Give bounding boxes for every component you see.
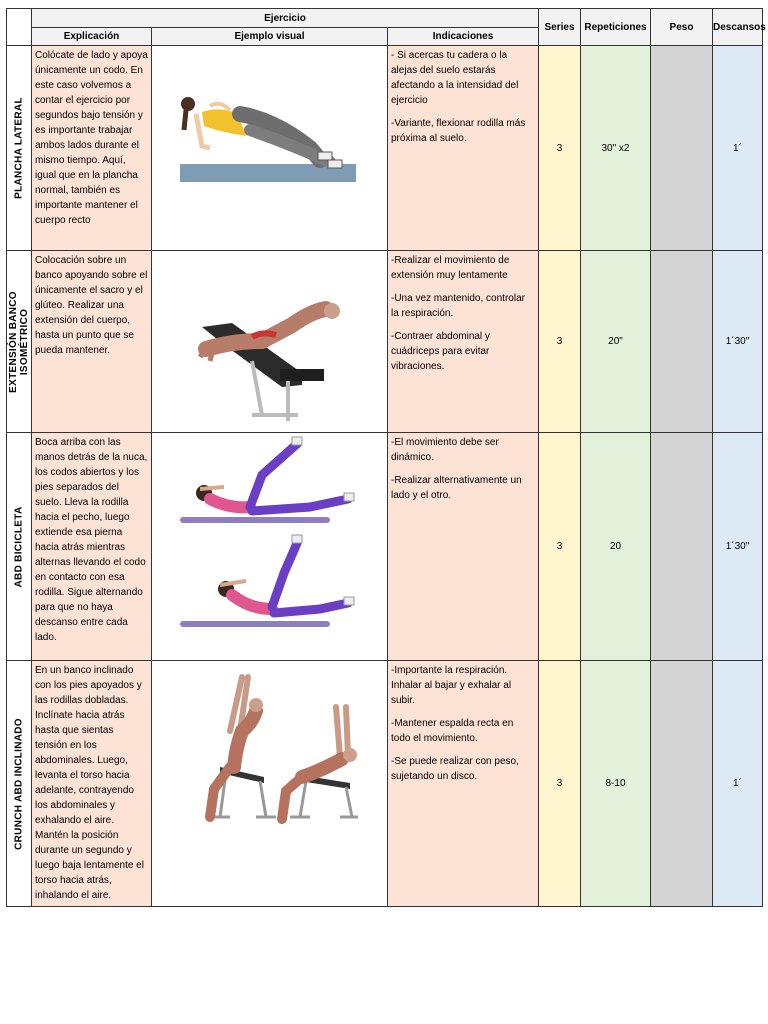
row-indicaciones	[388, 251, 539, 433]
indicacion: -Mantener espalda recta en todo el movimiento.	[391, 718, 514, 744]
header-ejercicio: Ejercicio	[32, 9, 539, 28]
row-explicacion: En un banco inclinado con los pies apoyados y las rodillas dobladas. Inclínate hacia atrás hasta que sientas tensión en los abdominales. Luego, levanta el torso hacia adelante, contrayendo los abdominales y exhalando el aire. Mantén la posición durante un segundo y luego baja lentamente el torso hacia atrás, inhalando el aire.	[32, 661, 152, 907]
header-series: Series	[539, 9, 581, 46]
row-name: EXTENSIÓN BANCO ISOMÉTRICO	[8, 290, 30, 393]
exercise-table	[6, 8, 766, 907]
row-repeticiones: 20"	[581, 251, 651, 433]
row-name: ABD BICICLETA	[13, 506, 25, 587]
indicacion: -Contraer abdominal y cuádriceps para evitar vibraciones.	[391, 331, 490, 372]
incline-crunch-figure-icon	[190, 667, 360, 857]
row-series: 3	[539, 661, 581, 907]
row-descansos: 1´	[713, 46, 763, 251]
indicacion: -Realizar el movimiento de extensión muy lentamente	[391, 255, 510, 281]
row-indicaciones	[388, 46, 539, 251]
row-visual	[152, 433, 388, 661]
bench-extension-figure-icon	[192, 297, 342, 427]
row-explicacion: Boca arriba con las manos detrás de la nuca, los codos abiertos y los pies separados del suelo. Lleva la rodilla hacia el pecho, luego extiende esa pierna hacia atrás mientras alternas llevando el codo en contacto con esa rodilla. Sigue alternando para que no haya descanso entre cada lado.	[32, 433, 152, 661]
row-name: PLANCHA LATERAL	[13, 97, 25, 199]
indicacion: - Si acercas tu cadera o la alejas del suelo estarás afectando a la intensidad del ejercicio	[391, 50, 519, 106]
header-repeticiones: Repeticiones	[581, 9, 651, 46]
row-repeticiones: 30" x2	[581, 46, 651, 251]
row-descansos: 1´	[713, 661, 763, 907]
row-label	[7, 251, 32, 433]
indicacion: -El movimiento debe ser dinámico.	[391, 437, 499, 463]
header-ejemplo-visual: Ejemplo visual	[152, 28, 388, 46]
header-indicaciones: Indicaciones	[388, 28, 539, 46]
header-explicacion: Explicación	[32, 28, 152, 46]
header-peso: Peso	[651, 9, 713, 46]
row-repeticiones: 8-10	[581, 661, 651, 907]
row-label	[7, 46, 32, 251]
row-explicacion: Colócate de lado y apoya únicamente un codo. En este caso volvemos a contar el ejercicio por segundos bajo tensión y es importante trabajar ambos lados durante el mismo tiempo. Aquí, igual que en la plancha normal, también es importante mantener el cuerpo recto	[32, 46, 152, 251]
row-visual	[152, 661, 388, 907]
header-descansos: Descansos	[713, 9, 763, 46]
row-descansos: 1´30"	[713, 251, 763, 433]
table-row	[7, 433, 763, 661]
bicycle-crunch-figure-icon	[180, 435, 360, 635]
side-plank-figure-icon	[180, 86, 360, 186]
row-indicaciones	[388, 433, 539, 661]
table-row	[7, 661, 763, 907]
corner-cell	[7, 9, 32, 46]
row-visual	[152, 46, 388, 251]
table-row	[7, 46, 763, 251]
row-visual	[152, 251, 388, 433]
indicacion: -Se puede realizar con peso, sujetando un disco.	[391, 756, 519, 782]
indicacion: -Una vez mantenido, controlar la respiración.	[391, 293, 525, 319]
row-repeticiones: 20	[581, 433, 651, 661]
table-row	[7, 251, 763, 433]
indicacion: -Realizar alternativamente un lado y el otro.	[391, 475, 522, 501]
row-indicaciones	[388, 661, 539, 907]
row-series: 3	[539, 251, 581, 433]
row-label	[7, 433, 32, 661]
row-series: 3	[539, 433, 581, 661]
row-descansos: 1´30"	[713, 433, 763, 661]
row-peso	[651, 46, 713, 251]
row-series: 3	[539, 46, 581, 251]
row-peso	[651, 433, 713, 661]
row-explicacion: Colocación sobre un banco apoyando sobre el únicamente el sacro y el glúteo. Realizar una extensión del cuerpo, hasta un punto que se pueda mantener.	[32, 251, 152, 433]
indicacion: -Variante, flexionar rodilla más próxima al suelo.	[391, 118, 526, 144]
row-name: CRUNCH ABD INCLINADO	[13, 717, 25, 850]
indicacion: -Importante la respiración. Inhalar al bajar y exhalar al subir.	[391, 665, 512, 706]
row-peso	[651, 661, 713, 907]
row-peso	[651, 251, 713, 433]
row-label	[7, 661, 32, 907]
